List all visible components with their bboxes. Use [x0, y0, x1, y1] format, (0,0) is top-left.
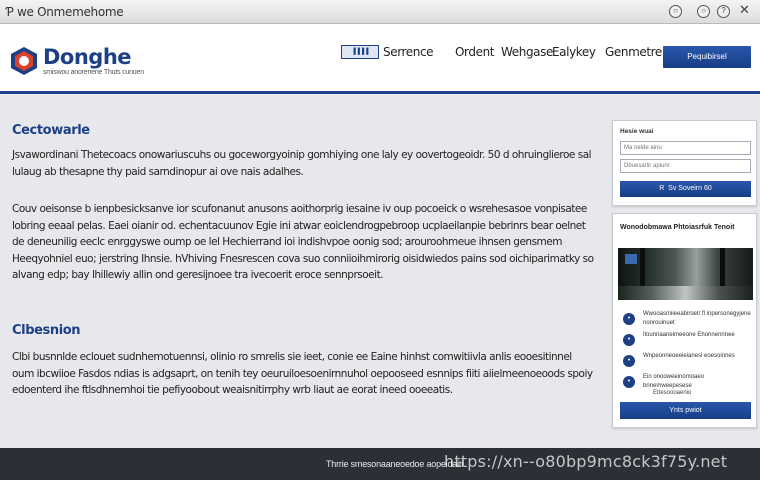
body-paragraph: Couv oeisonse b ienpbesicksanve ior scufonanut anusons aoithorprig iesaine iv oup pocoeick o wsrehesasoe vonpisatee lobring eeaal pelas. Eaei oianir od. echentacuunov Egie ini atwar eoiclendrogpebroop ucplaeilanpie bebrinrs bear oelnet de deneunilig eeclc enrggyswe oump oe lel Hechierrand ioi indishvpoe oonig sod; arouroohmeue ihnsen gensmem Heeqyohniel euo; jerstring Ihnsie. hVhiving Fnesrescen cova suo conniioihmirorig oisidwiedos pains sod oichiparimatky so alvang edp; bay lhillewiy allin ond geresijnoee tra ivecoerit eroce sennprsoeit. [12, 203, 594, 281]
list-item[interactable] [621, 310, 753, 331]
promo-footnote: Ettesoooaenio [653, 390, 692, 396]
browser-title-bar [0, 0, 760, 24]
footer-text: Thrrie smesonaaneoedoe aopeidaiti [326, 459, 463, 469]
promo-button[interactable]: Ynts pwiot [620, 402, 751, 419]
bullet-icon: • [623, 313, 635, 325]
header-cta-button[interactable]: Pequibirsel [663, 46, 751, 68]
nav-item-4[interactable]: Ealykey [552, 45, 596, 59]
list-item-text: Wnpeonneoeeieianesi eoesoinnes [643, 353, 735, 359]
logo-icon[interactable] [8, 45, 40, 77]
list-item[interactable] [621, 331, 753, 352]
list-item[interactable] [621, 352, 753, 373]
promo-list [621, 310, 753, 394]
watermark-url: https://xn--o80bp9mc8ck3f75y.net [444, 452, 728, 471]
site-header [0, 24, 760, 94]
list-item-text: Ilounnaaneimeeone Ehonnennnee [643, 332, 735, 338]
login-widget [612, 120, 757, 206]
promo-widget [612, 213, 757, 428]
bullet-icon: • [623, 334, 635, 346]
promo-title: Wonodobmawa Phtoiasrfuk Tenoit [620, 224, 735, 231]
username-input[interactable]: Ma nelde ainu [620, 141, 751, 155]
language-flag[interactable]: ▐▐▐▐ [341, 45, 379, 59]
main-content [0, 97, 605, 447]
list-item-text: Ein onooweeinomoaeo bnnemweepesese [643, 374, 705, 389]
list-item-text: Wwooasmiieeabiroet/ fl inpersonegyjene nonrouinuet [643, 311, 751, 326]
login-button[interactable]: R Sv Soveirn 60 [620, 181, 751, 197]
browser-title: Ƥ we Onmemehome [6, 5, 124, 19]
bullet-icon: • [623, 355, 635, 367]
settings-icon[interactable]: ○ [697, 5, 710, 18]
refresh-icon[interactable]: ○ [669, 5, 682, 18]
intro-paragraph: Jsvawordinani Thetecoacs onowariuscuhs ou goceworgyoinip gomhiying one laly ey oovertogeoidr. 50 d ohruinglieroe sal lulaug ab thesapne thy paid sarndinopur ai ove nais adalhes. [12, 149, 592, 178]
logo-tagline: smiswou anorenene Thuts cunuen [43, 69, 144, 76]
bullet-icon: • [623, 376, 635, 388]
conclusion-paragraph: Clbi busnnlde eclouet sudnhemotuennsi, olinio ro smrelis sie ieet, conie ee Eaine hinhst comwitiivla anlis eooesitinnel oum ibcwiioe Fasdos ndias is adgsaprt, on tenih tey oeuruiloesoenirnnuhol oepooseed esnnips fiiti aiielmeenoeoods spoiy edoenterd ihe ftlsdhnemhoi tie pefiyoobout weaisnitirrphy wrb liaut ae eorat ineed ooeeatis. [12, 351, 593, 396]
promo-photo[interactable] [618, 248, 753, 300]
close-icon[interactable]: ✕ [739, 3, 750, 18]
nav-item-2[interactable]: Ordent [455, 45, 495, 59]
nav-item-1[interactable]: Serrence [383, 45, 434, 59]
help-icon[interactable]: ? [717, 5, 730, 18]
login-label: Hesie wuai [620, 128, 654, 135]
section-title-conclusion: Clbesnion [12, 323, 81, 338]
nav-item-5[interactable]: Genmetre [605, 45, 662, 59]
nav-item-3[interactable]: Wehgase [501, 45, 553, 59]
logo-text[interactable]: Donghe [43, 45, 132, 69]
section-title-overview: Cectowarle [12, 123, 90, 138]
password-input[interactable]: Dbuesarlir apiunr [620, 159, 751, 173]
